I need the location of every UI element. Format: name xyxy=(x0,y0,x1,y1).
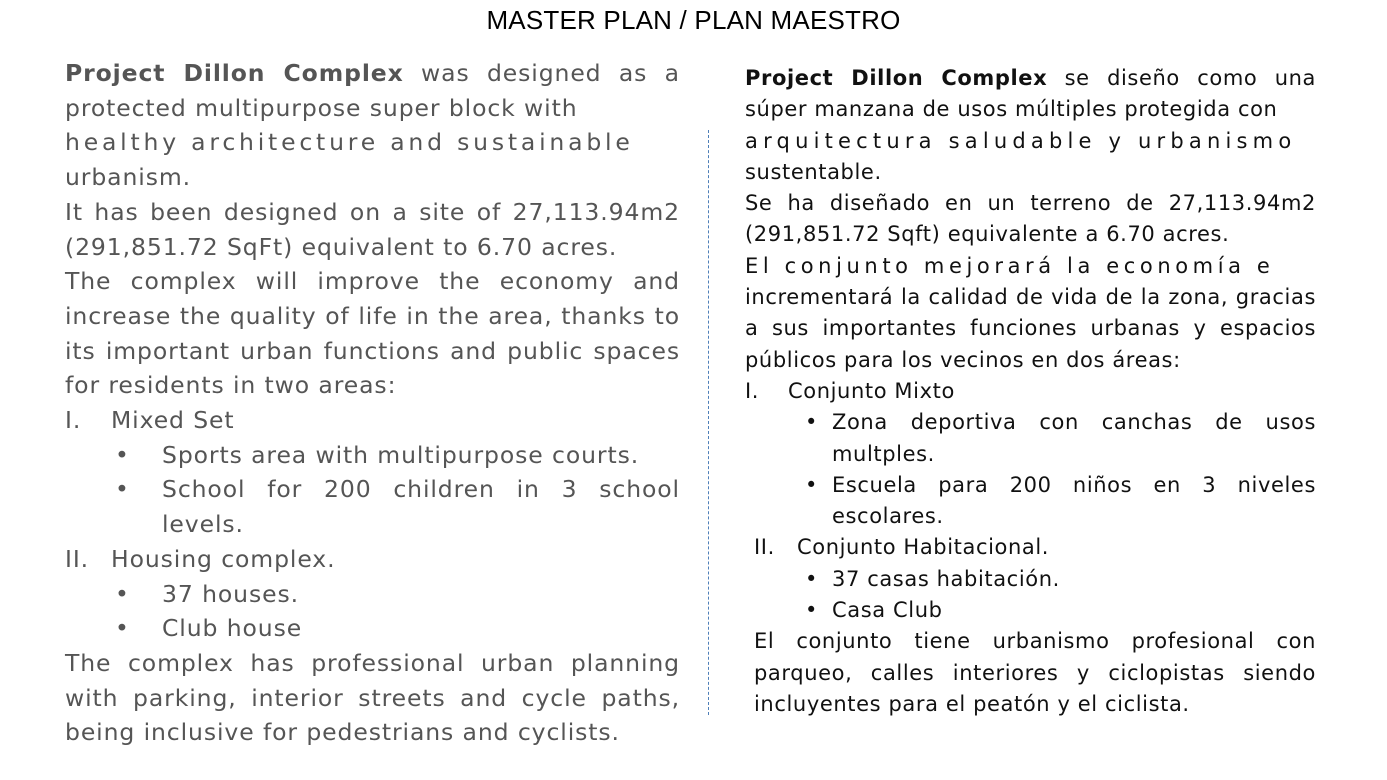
bullet-icon: • xyxy=(805,472,818,497)
area-2-heading xyxy=(745,532,1316,563)
intro-line-3: healthy architecture and sustainable xyxy=(65,128,634,157)
closing-paragraph: The complex has professional urban planning with parking, interior streets and cycle paths, being inclusive for pedestrians and cyclists. xyxy=(65,648,680,747)
area-1-heading xyxy=(745,376,1316,407)
intro-paragraph: Project Dillon Complex was designed as a protected multipurpose super block with healthy architecture and sustainable urbanism. xyxy=(65,59,680,192)
project-name: Project Dillon Complex xyxy=(65,59,404,87)
bullet-icon: • xyxy=(115,475,130,504)
intro-line-4: sustentable. xyxy=(745,159,882,184)
area-2-heading xyxy=(65,542,680,577)
area-2-number: II. xyxy=(65,544,90,573)
bullet-icon: • xyxy=(805,598,818,623)
spanish-column xyxy=(745,63,1316,720)
area-2-label: Conjunto Habitacional. xyxy=(797,535,1050,560)
list-item: • Club house xyxy=(65,611,680,646)
list-item: • 37 casas habitación. xyxy=(745,564,1316,595)
bullet-icon: • xyxy=(115,614,130,643)
area-2-number: II. xyxy=(754,535,775,560)
list-item: • Casa Club xyxy=(745,595,1316,626)
column-divider xyxy=(708,130,709,715)
site-paragraph: Se ha diseñado en un terreno de 27,113.94m2 (291,851.72 Sqft) equivalente a 6.70 acres. xyxy=(745,191,1316,247)
intro-paragraph: Project Dillon Complex se diseño como una súper manzana de usos múltiples protegida con arquitectura saludable y urbanismo sustentable. xyxy=(745,66,1316,184)
english-column xyxy=(65,56,680,750)
bullet-icon: • xyxy=(805,410,818,435)
area-1-label: Mixed Set xyxy=(111,406,235,435)
list-item: • Escuela para 200 niños en 3 niveles escolares. xyxy=(745,470,1316,533)
area-1-number: I. xyxy=(65,406,82,435)
bullet-icon: • xyxy=(115,440,130,469)
closing-paragraph: El conjunto tiene urbanismo profesional con parqueo, calles interiores y ciclopistas siendo incluyentes para el peatón y el ciclista. xyxy=(754,629,1316,716)
improve-paragraph: The complex will improve the economy and increase the quality of life in the area, thanks to its important urban functions and public spaces for residents in two areas: xyxy=(65,267,680,400)
intro-line-4: urbanism. xyxy=(65,163,192,192)
project-name: Project Dillon Complex xyxy=(745,66,1048,90)
improve-paragraph: El conjunto mejorará la economía e incrementará la calidad de vida de la zona, gracias a sus importantes funciones urbanas y espacios públicos para los vecinos en dos áreas: xyxy=(745,253,1316,372)
intro-line-3: arquitectura saludable y urbanismo xyxy=(745,128,1297,153)
list-item: • School for 200 children in 3 school levels. xyxy=(65,472,680,541)
bullet-icon: • xyxy=(115,579,130,608)
list-item: • Sports area with multipurpose courts. xyxy=(65,438,680,473)
bullet-icon: • xyxy=(805,566,818,591)
area-1-label: Conjunto Mixto xyxy=(788,378,955,403)
area-1-heading xyxy=(65,403,680,438)
area-2-label: Housing complex. xyxy=(111,544,336,573)
list-item: • Zona deportiva con canchas de usos multples. xyxy=(745,407,1316,470)
page-title: MASTER PLAN / PLAN MAESTRO xyxy=(486,5,901,35)
list-item: • 37 houses. xyxy=(65,577,680,612)
site-paragraph: It has been designed on a site of 27,113.94m2 (291,851.72 SqFt) equivalent to 6.70 acres. xyxy=(65,197,680,261)
area-1-number: I. xyxy=(745,378,760,403)
